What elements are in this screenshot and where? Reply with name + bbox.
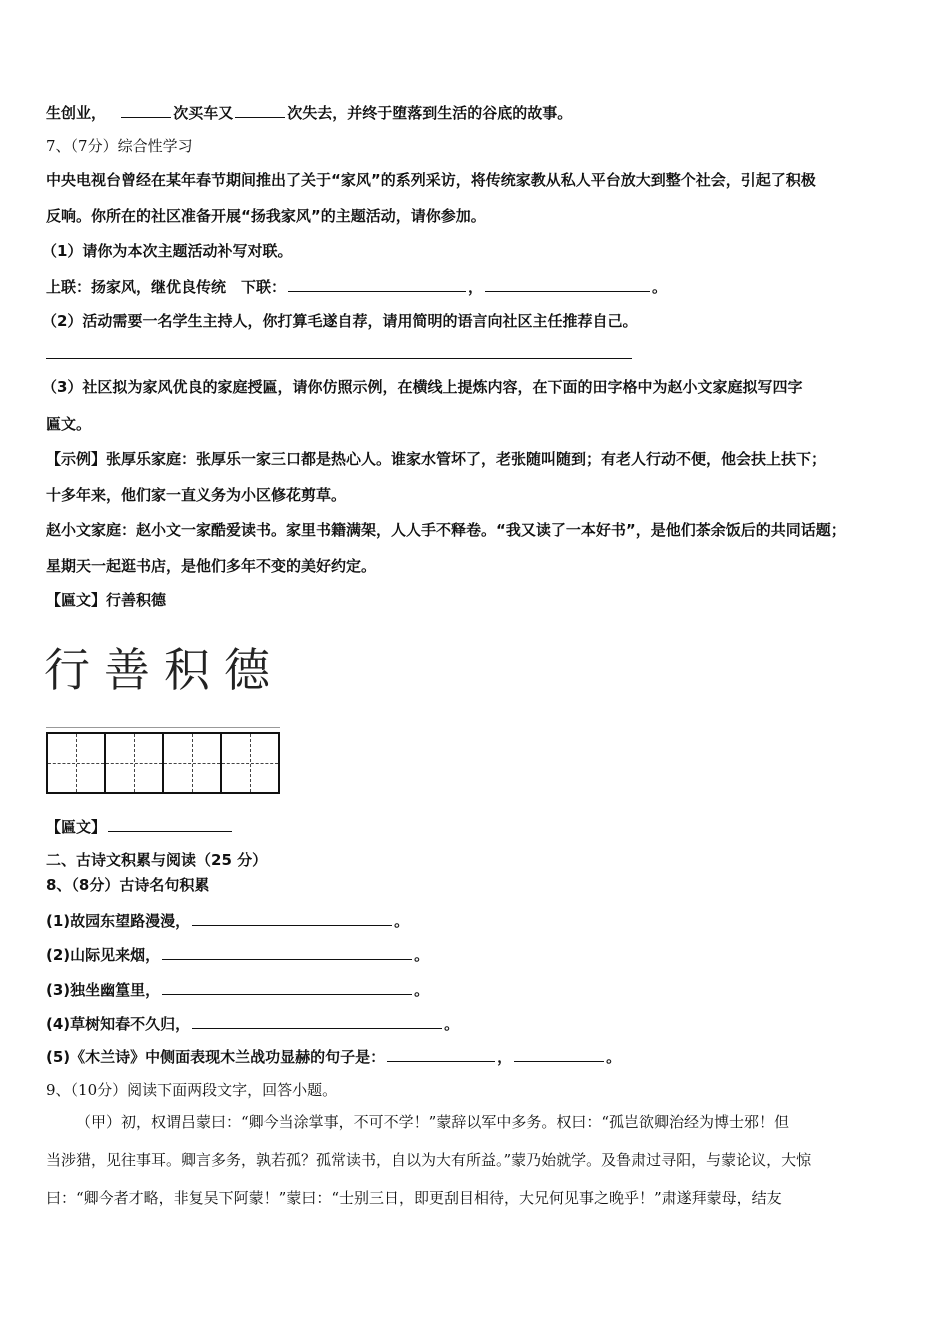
q8-blank-1[interactable] — [192, 910, 392, 926]
plaque-answer: 【匾文】 — [46, 816, 234, 837]
plaque-example: 【匾文】行善积德 — [46, 591, 167, 609]
tian-grid — [46, 732, 280, 794]
couplet-blank-2[interactable] — [485, 276, 650, 292]
blank-1[interactable] — [121, 102, 171, 118]
section2-heading: 二、古诗文积累与阅读（25 分） — [46, 851, 268, 869]
q7-part3-2: 匾文。 — [46, 415, 92, 433]
q7-intro-2: 反响。你所在的社区准备开展“扬我家风”的主题活动，请你参加。 — [46, 207, 486, 225]
q8-item-2: (2)山际见来烟， 。 — [46, 946, 430, 964]
q8-item-4: (4)草树知春不久归， 。 — [46, 1015, 460, 1033]
q7-part1: （1）请你为本次主题活动补写对联。 — [42, 242, 293, 260]
q8-item-3: (3)独坐幽篁里， 。 — [46, 981, 430, 999]
plaque-answer-blank[interactable] — [108, 816, 232, 832]
plaque-big-text: 行善积德 — [44, 643, 284, 697]
continuation-line: 生创业， 次买车又 次失去，并终于堕落到生活的谷底的故事。 — [46, 104, 573, 122]
q9-heading: 9、（10分）阅读下面两段文字，回答小题。 — [46, 1081, 338, 1099]
q8-item-1: (1)故园东望路漫漫， 。 — [46, 912, 410, 930]
grid-rule — [46, 727, 280, 728]
blank-2[interactable] — [235, 102, 285, 118]
q9-para-3: 曰：“卿今者才略，非复吴下阿蒙！”蒙曰：“士别三日，即更刮目相待，大兄何见事之晚乎！”肃遂拜蒙母，结友 — [46, 1189, 782, 1207]
zhao-1: 赵小文家庭：赵小文一家酷爱读书。家里书籍满架，人人手不释卷。“我又读了一本好书”，是他们茶余饭后的共同话题； — [46, 521, 846, 539]
grid-cell[interactable] — [164, 734, 222, 792]
q9-para-2: 当涉猎，见往事耳。卿言多务，孰若孤？孤常读书，自以为大有所益。”蒙乃始就学。及鲁肃过寻阳，与蒙论议，大惊 — [46, 1151, 812, 1169]
couplet-blank-1[interactable] — [288, 276, 466, 292]
zhao-2: 星期天一起逛书店，是他们多年不变的美好约定。 — [46, 557, 377, 575]
grid-cell[interactable] — [106, 734, 164, 792]
grid-cell[interactable] — [222, 734, 278, 792]
q8-blank-4[interactable] — [192, 1013, 442, 1029]
q8-blank-5b[interactable] — [514, 1046, 604, 1062]
answer-line[interactable] — [46, 358, 632, 359]
q8-heading: 8、（8分）古诗名句积累 — [46, 876, 210, 894]
q8-blank-5a[interactable] — [387, 1046, 495, 1062]
example-1: 【示例】张厚乐家庭：张厚乐一家三口都是热心人。谁家水管坏了，老张随叫随到；有老人行动不便，他会扶上扶下； — [46, 450, 827, 468]
q7-intro-1: 中央电视台曾经在某年春节期间推出了关于“家风”的系列采访，将传统家教从私人平台放大到整个社会，引起了积极 — [46, 171, 816, 189]
q7-heading: 7、（7分）综合性学习 — [46, 137, 193, 155]
q8-blank-3[interactable] — [162, 979, 412, 995]
example-2: 十多年来，他们家一直义务为小区修花剪草。 — [46, 486, 347, 504]
q9-para-1: （甲）初，权谓吕蒙曰：“卿今当涂掌事，不可不学！”蒙辞以军中多务。权曰：“孤岂欲卿治经为博士邪！但 — [76, 1113, 790, 1131]
q8-blank-2[interactable] — [162, 944, 412, 960]
couplet-line: 上联：扬家风，继优良传统 下联： ， 。 — [46, 278, 668, 296]
q8-item-5: (5)《木兰诗》中侧面表现木兰战功显赫的句子是： ， 。 — [46, 1048, 622, 1066]
q7-part3-1: （3）社区拟为家风优良的家庭授匾，请你仿照示例，在横线上提炼内容，在下面的田字格中为赵小文家庭拟写四字 — [42, 378, 803, 396]
grid-cell[interactable] — [48, 734, 106, 792]
q7-part2: （2）活动需要一名学生主持人，你打算毛遂自荐，请用简明的语言向社区主任推荐自己。 — [42, 312, 638, 330]
